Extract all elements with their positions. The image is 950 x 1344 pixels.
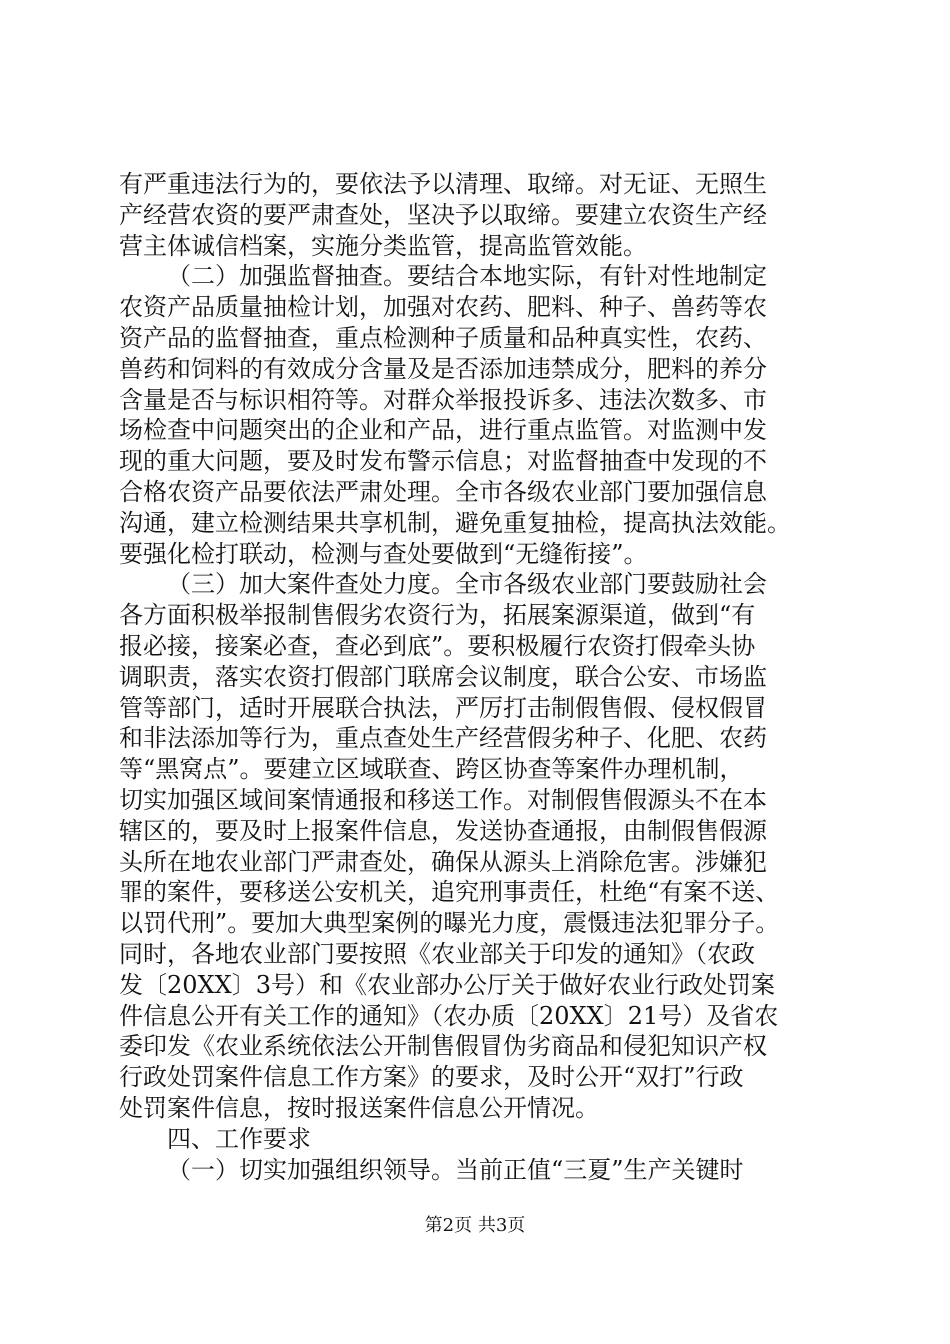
body-line-30: 行政处罚案件信息工作方案》的要求，及时公开“双打”行政 xyxy=(119,1063,744,1092)
body-line-23: 头所在地农业部门严肃查处，确保从源头上消除危害。涉嫌犯 xyxy=(119,847,767,876)
body-line-3: 营主体诚信档案，实施分类监管，提高监管效能。 xyxy=(119,231,647,260)
body-line-15: 各方面积极举报制售假劣农资行为，拓展案源渠道，做到“有 xyxy=(119,601,756,630)
body-line-16: 报必接，接案必查，查必到底”。要积极履行农资打假牵头协 xyxy=(119,631,756,660)
subsection-one-heading-line: （一）切实加强组织领导。当前正值“三夏”生产关键时 xyxy=(167,1155,744,1184)
body-line-20: 等“黑窝点”。要建立区域联查、跨区协查等案件办理机制， xyxy=(119,755,744,784)
body-line-5: 农资产品质量抽检计划，加强对农药、肥料、种子、兽药等农 xyxy=(119,293,767,322)
body-line-31: 处罚案件信息，按时报送案件信息公开情况。 xyxy=(119,1093,599,1122)
section-three-heading-line: （三）加大案件查处力度。全市各级农业部门要鼓励社会 xyxy=(167,570,767,599)
body-line-26: 同时，各地农业部门要按照《农业部关于印发的通知》（农政 xyxy=(119,939,755,968)
page-number-footer: 第2页 共3页 xyxy=(424,1215,526,1236)
section-two-heading-line: （二）加强监督抽查。要结合本地实际，有针对性地制定 xyxy=(167,262,767,291)
body-line-27: 发〔20XX〕3号）和《农业部办公厅关于做好农业行政处罚案 xyxy=(119,970,775,999)
body-line-18: 管等部门，适时开展联合执法，严厉打击制假售假、侵权假冒 xyxy=(119,693,767,722)
body-line-28: 件信息公开有关工作的通知》（农办质〔20XX〕21号）及省农 xyxy=(119,1001,779,1030)
body-line-19: 和非法添加等行为，重点查处生产经营假劣种子、化肥、农药 xyxy=(119,724,767,753)
body-line-1: 有严重违法行为的，要依法予以清理、取缔。对无证、无照生 xyxy=(119,170,767,198)
body-line-12: 沟通，建立检测结果共享机制，避免重复抽检，提高执法效能。 xyxy=(119,508,791,537)
body-line-11: 合格农资产品要依法严肃处理。全市各级农业部门要加强信息 xyxy=(119,477,767,506)
body-line-22: 辖区的，要及时上报案件信息，发送协查通报，由制假售假源 xyxy=(119,816,767,845)
body-line-21: 切实加强区域间案情通报和移送工作。对制假售假源头不在本 xyxy=(119,785,767,814)
body-line-24: 罪的案件，要移送公安机关，追究刑事责任，杜绝“有案不送、 xyxy=(119,878,780,907)
body-line-25: 以罚代刑”。要加大典型案例的曝光力度，震慑违法犯罪分子。 xyxy=(119,909,780,938)
body-line-13: 要强化检打联动，检测与查处要做到“无缝衔接”。 xyxy=(119,539,648,568)
body-line-10: 现的重大问题，要及时发布警示信息；对监督抽查中发现的不 xyxy=(119,447,767,476)
body-line-6: 资产品的监督抽查，重点检测种子质量和品种真实性，农药、 xyxy=(119,323,767,352)
body-line-17: 调职责，落实农资打假部门联席会议制度，联合公安、市场监 xyxy=(119,662,767,691)
document-body xyxy=(119,169,839,1185)
section-four-heading: 四、工作要求 xyxy=(167,1124,311,1153)
body-line-2: 产经营农资的要严肃查处，坚决予以取缔。要建立农资生产经 xyxy=(119,200,767,229)
body-line-29: 委印发《农业系统依法公开制售假冒伪劣商品和侵犯知识产权 xyxy=(119,1032,767,1061)
body-line-7: 兽药和饲料的有效成分含量及是否添加违禁成分，肥料的养分 xyxy=(119,354,767,383)
body-line-8: 含量是否与标识相符等。对群众举报投诉多、违法次数多、市 xyxy=(119,385,767,414)
body-line-9: 场检查中问题突出的企业和产品，进行重点监管。对监测中发 xyxy=(119,416,767,445)
